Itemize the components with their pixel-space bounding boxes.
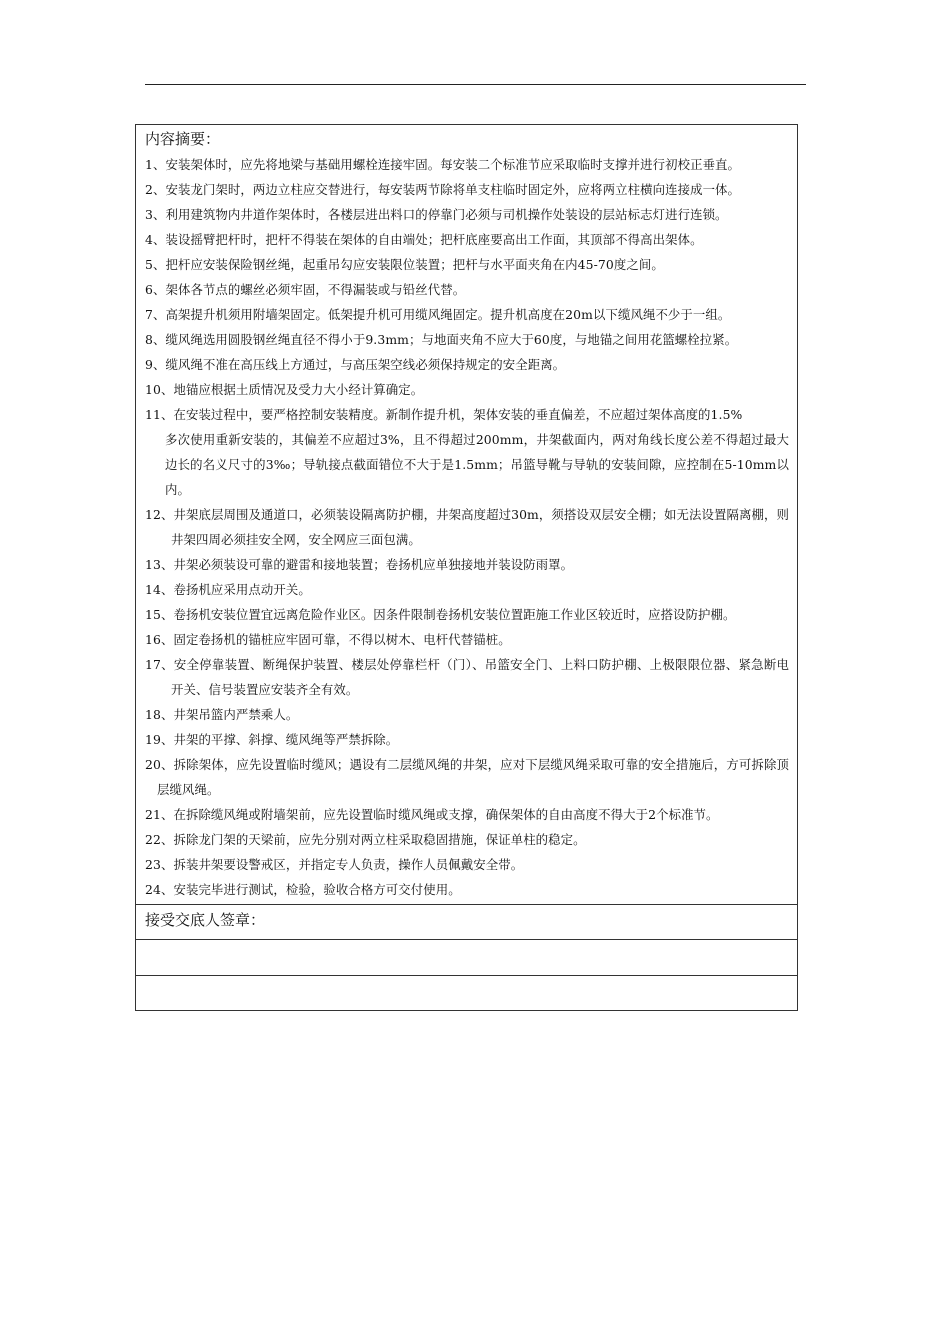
- item-2: 2、安装龙门架时，两边立柱应交替进行，每安装两节除将单支柱临时固定外，应将两立柱横向连接成一体。: [145, 182, 741, 197]
- item-22: 22、拆除龙门架的天梁前，应先分别对两立柱采取稳固措施，保证单柱的稳定。: [145, 832, 586, 847]
- item-12: 12、井架底层周围及通道口，必须装设隔离防护棚，井架高度超过30m，须搭设双层安全棚；如无法设置隔离棚，则井架四周必须挂安全网，安全网应三面包满。: [145, 507, 789, 547]
- item-9: 9、缆风绳不准在高压线上方通过，与高压架空线必须保持规定的安全距离。: [145, 357, 566, 372]
- item-15: 15、卷扬机安装位置宜远离危险作业区。因条件限制卷扬机安装位置距施工作业区较近时，应搭设防护棚。: [145, 607, 736, 622]
- item-8: 8、缆风绳选用圆股钢丝绳直径不得小于9.3mm；与地面夹角不应大于60度，与地锚之间用花篮螺栓拉紧。: [145, 332, 738, 347]
- item-6: 6、架体各节点的螺丝必须牢固，不得漏装或与铅丝代替。: [145, 282, 466, 297]
- item-24: 24、安装完毕进行测试，检验，验收合格方可交付使用。: [145, 882, 461, 897]
- item-19: 19、井架的平撑、斜撑、缆风绳等严禁拆除。: [145, 732, 399, 747]
- item-7: 7、高架提升机须用附墙架固定。低架提升机可用缆风绳固定。提升机高度在20m以下缆风绳不少于一组。: [145, 307, 731, 322]
- item-3: 3、利用建筑物内井道作架体时，各楼层进出料口的停靠门必须与司机操作处装设的层站标志灯进行连锁。: [145, 207, 728, 222]
- item-20: 20、拆除架体，应先设置临时缆风；遇设有二层缆风绳的井架，应对下层缆风绳采取可靠的安全措施后，方可拆除顶层缆风绳。: [145, 757, 789, 797]
- item-21: 21、在拆除缆风绳或附墙架前，应先设置临时缆风绳或支撑，确保架体的自由高度不得大于2个标准节。: [145, 807, 719, 822]
- item-17: 17、安全停靠装置、断绳保护装置、楼层处停靠栏杆（门）、吊篮安全门、上料口防护棚、上极限限位器、紧急断电开关、信号装置应安装齐全有效。: [145, 657, 789, 697]
- signature-label: 接受交底人签章：: [145, 911, 266, 929]
- disclosure-table: [135, 124, 798, 1011]
- item-14: 14、卷扬机应采用点动开关。: [145, 582, 311, 597]
- summary-heading: 内容摘要：: [145, 130, 221, 148]
- blank-row-1: [136, 940, 797, 976]
- content-summary-cell: [136, 125, 797, 905]
- blank-row-2: [136, 976, 797, 1010]
- item-11-continuation: 多次使用重新安装的，其偏差不应超过3%，且不得超过200mm，井架截面内，两对角线长度公差不得超过最大边长的名义尺寸的3‰；导轨接点截面错位不大于是1.5mm；吊篮导靴与导轨的安装间隙，应控制在5-10mm以内。: [165, 432, 789, 497]
- item-10: 10、地锚应根据土质情况及受力大小经计算确定。: [145, 382, 424, 397]
- item-23: 23、拆装井架要设警戒区，并指定专人负责，操作人员佩戴安全带。: [145, 857, 524, 872]
- item-16: 16、固定卷扬机的锚桩应牢固可靠，不得以树木、电杆代替锚桩。: [145, 632, 511, 647]
- signature-row: [136, 905, 797, 940]
- item-11: 11、在安装过程中，要严格控制安装精度。新制作提升机，架体安装的垂直偏差，不应超过架体高度的1.5%: [145, 407, 743, 422]
- item-1: 1、安装架体时，应先将地梁与基础用螺栓连接牢固。每安装二个标准节应采取临时支撑并进行初校正垂直。: [145, 157, 741, 172]
- item-13: 13、井架必须装设可靠的避雷和接地装置；卷扬机应单独接地并装设防雨罩。: [145, 557, 574, 572]
- header-rule: [145, 84, 806, 85]
- item-5: 5、把杆应安装保险钢丝绳，起重吊勾应安装限位装置；把杆与水平面夹角在内45-70度之间。: [145, 257, 664, 272]
- item-4: 4、装设摇臂把杆时，把杆不得装在架体的自由端处；把杆底座要高出工作面，其顶部不得高出架体。: [145, 232, 703, 247]
- item-18: 18、井架吊篮内严禁乘人。: [145, 707, 299, 722]
